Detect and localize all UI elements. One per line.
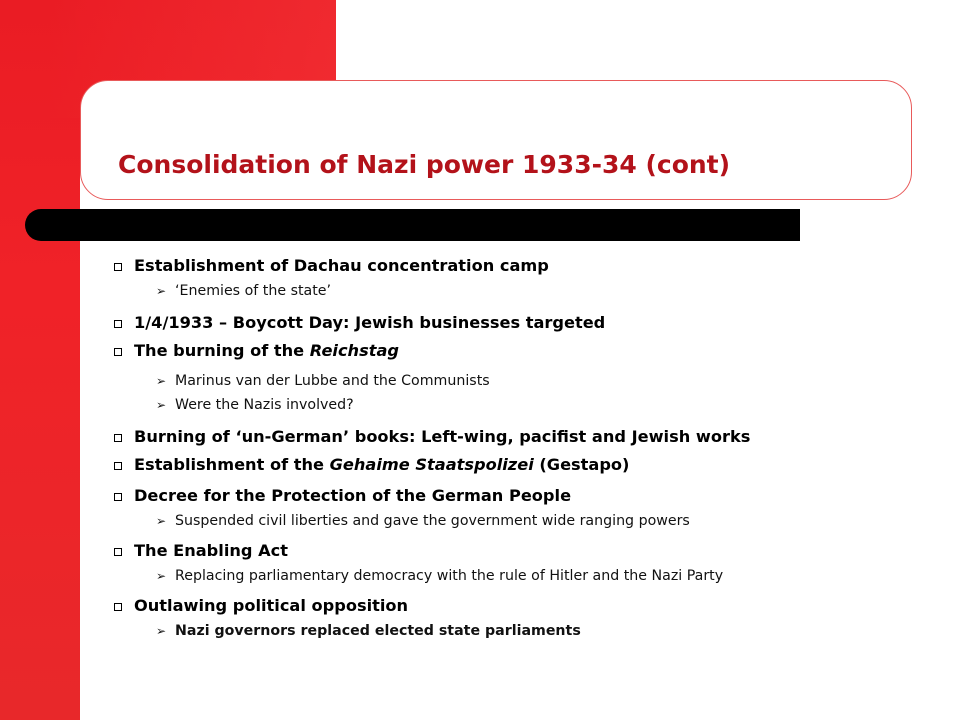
sub-bullet-item	[112, 372, 952, 390]
sub-bullet-text: Replacing parliamentary democracy with the rule of Hitler and the Nazi Party	[175, 568, 724, 584]
bullet-text: 1/4/1933 – Boycott Day: Jewish businesses targeted	[134, 313, 606, 332]
title-box	[80, 80, 912, 200]
bullet-text-emphasis: Reichstag	[309, 341, 399, 360]
bullet-text-pre: Establishment of the	[134, 455, 330, 474]
bullet-text: The Enabling Act	[134, 541, 288, 560]
square-bullet-icon	[114, 548, 122, 556]
bullet-item	[112, 427, 952, 447]
sub-bullet-item	[112, 512, 952, 530]
bullet-item	[112, 596, 952, 616]
bullet-text-post: (Gestapo)	[533, 455, 630, 474]
sub-bullet-text: Nazi governors replaced elected state parliaments	[175, 623, 581, 639]
bullet-list	[112, 256, 952, 640]
bullet-text-emphasis: Gehaime Staatspolizei	[329, 455, 534, 474]
square-bullet-icon	[114, 493, 122, 501]
square-bullet-icon	[114, 603, 122, 611]
square-bullet-icon	[114, 462, 122, 470]
square-bullet-icon	[114, 348, 122, 356]
bullet-text: Burning of ‘un-German’ books: Left-wing, pacifist and Jewish works	[134, 427, 751, 446]
sub-bullet-text: Marinus van der Lubbe and the Communists	[175, 373, 490, 389]
title-divider-bar	[25, 209, 800, 241]
arrow-bullet-icon: ➢	[156, 514, 167, 528]
sub-bullet-text: Were the Nazis involved?	[175, 397, 354, 413]
square-bullet-icon	[114, 434, 122, 442]
bullet-text: Establishment of Dachau concentration camp	[134, 256, 549, 275]
bullet-item	[112, 486, 952, 506]
arrow-bullet-icon: ➢	[156, 624, 167, 638]
arrow-bullet-icon: ➢	[156, 374, 167, 388]
square-bullet-icon	[114, 320, 122, 328]
bullet-text-pre: The burning of the	[134, 341, 310, 360]
square-bullet-icon	[114, 263, 122, 271]
bullet-item	[112, 313, 952, 333]
sub-bullet-text: ‘Enemies of the state’	[175, 283, 332, 299]
bullet-item	[112, 541, 952, 561]
sub-bullet-item	[112, 567, 952, 585]
bullet-item	[112, 341, 952, 361]
bullet-text: Outlawing political opposition	[134, 596, 409, 615]
bullet-text: Decree for the Protection of the German People	[134, 486, 572, 505]
sub-bullet-item	[112, 282, 952, 300]
sub-bullet-text: Suspended civil liberties and gave the government wide ranging powers	[175, 513, 690, 529]
slide-title: Consolidation of Nazi power 1933-34 (cont)	[118, 150, 731, 179]
arrow-bullet-icon: ➢	[156, 569, 167, 583]
bullet-item	[112, 256, 952, 276]
arrow-bullet-icon: ➢	[156, 398, 167, 412]
sub-bullet-item	[112, 622, 952, 640]
bullet-item	[112, 455, 952, 475]
sub-bullet-item	[112, 396, 952, 414]
arrow-bullet-icon: ➢	[156, 284, 167, 298]
